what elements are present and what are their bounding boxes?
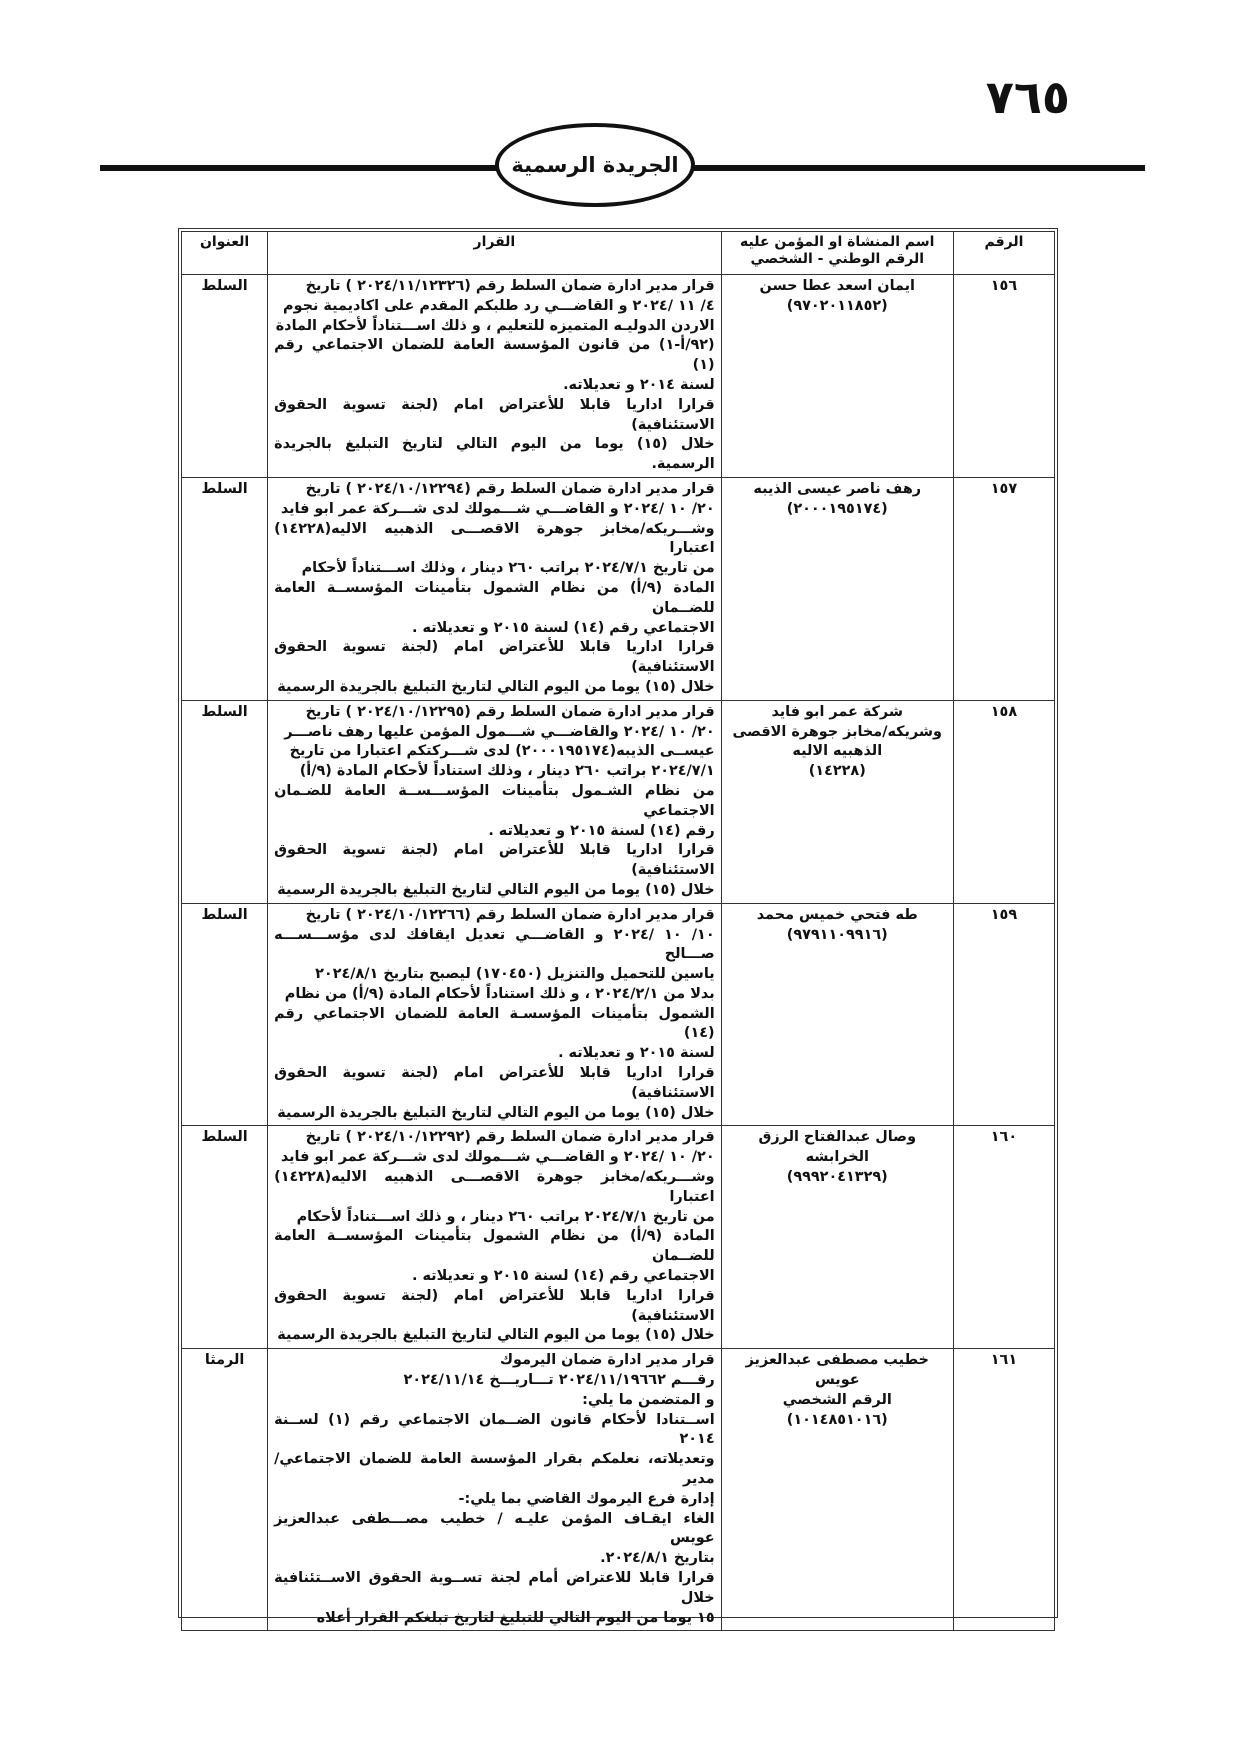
row-decision-line: ٢٠/ ١٠ /٢٠٢٤ و القاضـــي شـــمولك لدى شـــركة عمر ابو فايد (280, 500, 715, 517)
row-decision-line: قرار مدير ادارة ضمان السلط رقم (٢٠٢٤/١٠/١٢٢٩٤ ) تاريخ (305, 480, 715, 497)
row-decision-line: ٤/ ١١ /٢٠٢٤ و القاضـــي رد طلبكم المقدم على اكاديمية نجوم (283, 297, 715, 314)
column-header-name (721, 232, 953, 275)
row-decision-line: خلال (١٥) يوما من اليوم التالي لتاريخ التبليغ بالجريدة الرسمية (277, 1104, 715, 1121)
table-row (182, 903, 1055, 1126)
row-name-line: (١٠١٤٨٥١٠١٦) (786, 1411, 888, 1428)
row-decision-line: المادة (٩/أ) من نظام الشمول بتأمينات المؤسســة العامة للضــمان (274, 1228, 715, 1265)
row-name-line: الذهبيه الاليه (792, 743, 883, 760)
gazette-table-frame (178, 228, 1058, 1626)
row-decision-line: رقـــم ٢٠٢٤/١١/١٩٦٦٢ تـــاريـــخ ٢٠٢٤/١١/١٤ (403, 1372, 715, 1389)
row-decision-line: خلال (١٥) يوما من اليوم التالي لتاريخ التبليغ بالجريدة الرسمية (277, 881, 715, 898)
row-decision-line: من نظام الشـمول بتأمينات المؤســـســة العامة للضـمان الاجتماعي (274, 782, 715, 819)
row-name-line: عويس (814, 1372, 860, 1389)
row-decision-line: (٩٢/أ-١) من قانون المؤسسة العامة للضمان الاجتماعي رقم (١) (274, 337, 715, 374)
row-decision-line: قرار مدير ادارة ضمان اليرموك (499, 1352, 715, 1369)
row-address: الرمثا (182, 1349, 268, 1631)
row-decision (268, 903, 722, 1126)
row-name-line: ايمان اسعد عطا حسن (759, 278, 915, 294)
row-decision-line: ٢٠٢٤/٧/١ براتب ٢٦٠ دينار ، وذلك استناداً لأحكام المادة (٩/أ) (299, 763, 715, 780)
row-decision-line: المادة (٩/أ) من نظام الشمول بتأمينات المؤسســة العامة للضــمان (274, 579, 715, 616)
table-row (182, 275, 1055, 478)
row-decision-line: قرارا اداريا قابلا للأعتراض امام (لجنة تسوية الحقوق الاستئنافية) (274, 639, 715, 676)
row-name-line: (١٤٢٢٨) (808, 763, 866, 780)
row-number: ١٦٠ (953, 1126, 1054, 1349)
column-header-name-line: الرقم الوطني - الشخصي (750, 251, 925, 267)
row-number: ١٦١ (953, 1349, 1054, 1631)
row-number: ١٥٧ (953, 477, 1054, 700)
row-name (721, 1126, 953, 1349)
row-name (721, 275, 953, 478)
row-number: ١٥٨ (953, 700, 1054, 903)
row-decision-line: من تاريخ ٢٠٢٤/٧/١ براتب ٢٦٠ دينار ، و ذلك اســـتناداً لأحكام (296, 1208, 715, 1225)
row-decision-line: قرارا اداريا قابلا للأعتراض امام (لجنة تسوية الحقوق الاستئنافية) (274, 1065, 715, 1101)
column-header-number: الرقم (953, 232, 1054, 275)
decisions-table (181, 231, 1055, 1631)
row-decision-line: قرار مدير ادارة ضمان السلط رقم (٢٠٢٤/١٠/١٢٢٩٢ ) تاريخ (305, 1129, 715, 1146)
table-row (182, 1349, 1055, 1631)
row-decision-line: ٢٠/ ١٠ /٢٠٢٤ و القاضـــي شـــمولك لدى شـــركة عمر ابو فايد (280, 1149, 715, 1166)
row-address: السلط (182, 275, 268, 478)
row-name (721, 903, 953, 1126)
row-decision-line: الاجتماعي رقم (١٤) لسنة ٢٠١٥ و تعديلاته . (411, 619, 715, 636)
row-decision-line: خلال (١٥) يوما من اليوم التالي لتاريخ التبليغ بالجريدة الرسمية. (274, 436, 715, 473)
row-decision-line: وتعديلاته، نعلمكم بقرار المؤسسة العامة للضمان الاجتماعي/مدير (274, 1451, 715, 1488)
row-name-line: (٩٧٠٢٠١١٨٥٢) (786, 297, 888, 314)
row-name-line: شركة عمر ابو فايد (771, 703, 904, 720)
row-decision (268, 275, 722, 478)
row-decision-line: خلال (١٥) يوما من اليوم التالي لتاريخ التبليغ بالجريدة الرسمية (277, 678, 715, 695)
row-decision (268, 700, 722, 903)
row-decision-line: ١٠/ ١٠ /٢٠٢٤ و القاضـــي تعديل ايقافك لدى مؤســـســـه صـــالح (274, 926, 715, 963)
row-name-line: الخرابشه (805, 1149, 869, 1166)
row-decision-line: وشـــريكه/مخابز جوهرة الاقصـــى الذهبيه الاليه(١٤٢٢٨) اعتبارا (274, 520, 715, 557)
row-decision-line: عيســى الذيبه(٢٠٠٠١٩٥١٧٤) لدى شـــركتكم اعتبارا من تاريخ (289, 743, 715, 760)
column-header-address: العنوان (182, 232, 268, 275)
table-header-row (182, 232, 1055, 275)
row-decision-line: بتاريخ ٢٠٢٤/٨/١. (600, 1550, 715, 1567)
row-name-line: وصال عبدالفتاح الرزق (758, 1129, 917, 1146)
row-decision-line: ٢٠/ ١٠ /٢٠٢٤ والقاضـــي شـــمول المؤمن عليها رهف ناصـــر (284, 723, 715, 740)
row-decision-line: من تاريخ ٢٠٢٤/٧/١ براتب ٢٦٠ دينار ، وذلك اســـتناداً لأحكام (301, 560, 715, 577)
row-decision-line: ١٥ يوما من اليوم التالي للتبليغ لتاريخ تبلغكم القرار أعلاه (316, 1609, 715, 1626)
row-decision-line: قرارا اداريا قابلا للأعتراض امام (لجنة تسوية الحقوق الاستئنافية) (274, 842, 715, 879)
row-decision-line: قرارا اداريا قابلا للأعتراض امام (لجنة تسوية الحقوق الاستئنافية) (274, 396, 715, 433)
row-name (721, 477, 953, 700)
row-name (721, 1349, 953, 1631)
row-number: ١٥٩ (953, 903, 1054, 1126)
row-name-line: خطيب مصطفى عبدالعزيز (745, 1352, 929, 1369)
row-decision-line: اســتنادا لأحكام قانون الضــمان الاجتماعي رقم (١) لســنة ٢٠١٤ (274, 1411, 715, 1448)
row-decision-line: الاجتماعي رقم (١٤) لسنة ٢٠١٥ و تعديلاته . (411, 1268, 715, 1285)
header-title-oval (495, 123, 695, 207)
row-decision (268, 1349, 722, 1631)
row-decision-line: رقم (١٤) لسنة ٢٠١٥ و تعديلاته . (488, 822, 715, 839)
row-decision-line: إدارة فرع اليرموك القاضي بما يلي:- (458, 1490, 715, 1507)
row-address: السلط (182, 1126, 268, 1349)
row-address: السلط (182, 700, 268, 903)
row-name (721, 700, 953, 903)
row-name-line: (٩٩٩٢٠٤١٣٢٩) (786, 1169, 888, 1186)
row-decision-line: لسنة ٢٠١٤ و تعديلاته. (563, 376, 715, 393)
row-decision-line: قرار مدير ادارة ضمان السلط رقم (٢٠٢٤/١١/١٢٣٢٦ ) تاريخ (305, 278, 715, 294)
row-decision-line: خلال (١٥) يوما من اليوم التالي لتاريخ التبليغ بالجريدة الرسمية (277, 1327, 715, 1344)
row-name-line: (٢٠٠٠١٩٥١٧٤) (786, 500, 888, 517)
table-row (182, 477, 1055, 700)
row-decision-line: قرار مدير ادارة ضمان السلط رقم (٢٠٢٤/١٠/١٢٢٦٦ ) تاريخ (305, 906, 715, 923)
row-decision (268, 1126, 722, 1349)
row-name-line: الرقم الشخصي (782, 1391, 892, 1408)
row-name-line: (٩٧٩١١٠٩٩١٦) (786, 926, 888, 943)
row-decision-line: لسنة ٢٠١٥ و تعديلاته . (558, 1045, 715, 1062)
page-number: ٧٦٥ (985, 70, 1070, 124)
row-decision (268, 477, 722, 700)
row-decision-line: قرارا قابلا للاعتراض أمام لجنة تســوية الحقوق الاســتئنافية خلال (274, 1570, 715, 1606)
row-decision-line: الاردن الدوليـه المتميزه للتعليم ، و ذلك اســـتناداً لأحكام المادة (275, 317, 715, 334)
row-decision-line: قرارا اداريا قابلا للأعتراض امام (لجنة تسوية الحقوق الاستئنافية) (274, 1287, 715, 1324)
table-row (182, 1126, 1055, 1349)
row-decision-line: الغاء ايقـاف المؤمن عليـه / خطيب مصـــطفى عبدالعزيز عويس (274, 1510, 715, 1547)
row-address: السلط (182, 477, 268, 700)
column-header-decision: القرار (268, 232, 722, 275)
header-title: الجريدة الرسمية (511, 153, 679, 177)
row-decision-line: بدلا من ٢٠٢٤/٢/١ ، و ذلك استناداً لأحكام المادة (٩/أ) من نظام (284, 985, 715, 1002)
row-decision-line: ياسين للتحميل والتنزيل (١٧٠٤٥٠) ليصبح بتاريخ ٢٠٢٤/٨/١ (315, 966, 715, 983)
row-decision-line: وشـــريكه/مخابز جوهرة الاقصـــى الذهبيه الاليه(١٤٢٢٨) اعتبارا (274, 1169, 715, 1205)
row-name-line: رهف ناصر عيسى الذيبه (753, 480, 922, 497)
row-name-line: طه فتحي خميس محمد (756, 906, 918, 923)
column-header-name-line: اسم المنشاة او المؤمن عليه (740, 234, 935, 250)
row-name-line: وشريكه/مخابز جوهرة الاقصى (732, 723, 942, 740)
row-decision-line: قرار مدير ادارة ضمان السلط رقم (٢٠٢٤/١٠/١٢٢٩٥ ) تاريخ (305, 703, 715, 720)
row-address: السلط (182, 903, 268, 1126)
table-row (182, 700, 1055, 903)
row-decision-line: و المتضمن ما يلي: (582, 1391, 715, 1408)
row-number: ١٥٦ (953, 275, 1054, 478)
row-decision-line: الشمول بتأمينات المؤسسـة العامة للضمان الاجتماعي رقم (١٤) (274, 1005, 715, 1042)
